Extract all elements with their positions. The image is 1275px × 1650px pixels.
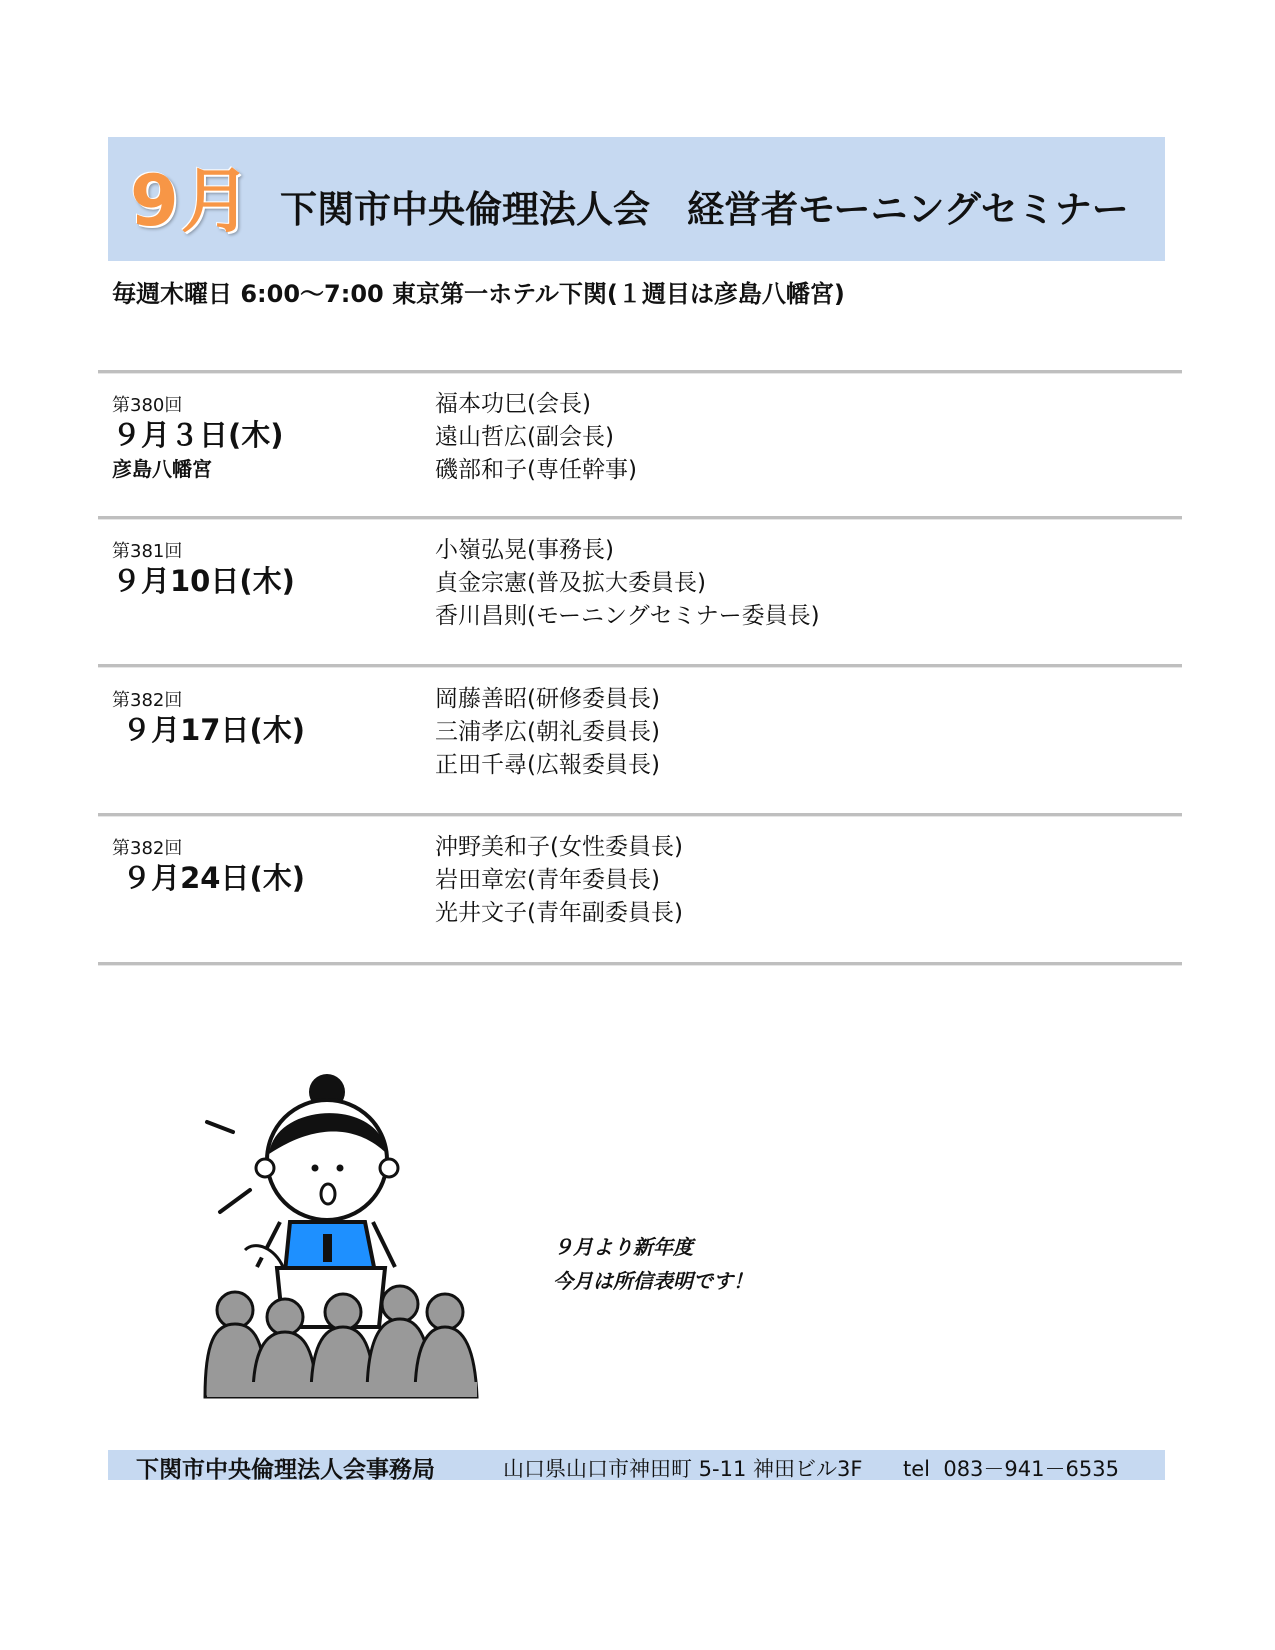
note-text [553,1230,753,1298]
speaker: 貞金宗憲(普及拡大委員長) [435,570,706,596]
speaker: 沖野美和子(女性委員長) [435,834,683,860]
speaker: 正田千尋(広報委員長) [435,752,660,778]
footer-tel: tel 083－941－6535 [903,1457,1119,1481]
session-date: ９月３日(木) [112,418,284,452]
footer-bar [108,1450,1165,1483]
session-number: 第382回 [112,838,183,859]
divider [98,370,1182,374]
speaker: 光井文子(青年副委員長) [435,900,683,926]
speaker-list [435,831,683,930]
month-label: 9月 [130,160,253,242]
speaker: 磯部和子(専任幹事) [435,457,637,483]
page-title: 下関市中央倫理法人会 経営者モーニングセミナー [280,188,1129,231]
speaker-list [435,388,637,487]
note-line: 今月は所信表明です！ [553,1269,753,1293]
session-venue: 彦島八幡宮 [112,457,212,481]
divider [98,664,1182,668]
note-line: ９月より新年度 [553,1235,693,1259]
speaker-list [435,534,820,633]
speaker-list [435,683,660,782]
speaker: 福本功巳(会長) [435,391,591,417]
speaker: 岡藤善昭(研修委員長) [435,686,660,712]
session-date: ９月10日(木) [112,564,295,598]
header-banner [108,137,1165,261]
session-number: 第380回 [112,395,183,416]
divider [98,962,1182,966]
speaker: 岩田章宏(青年委員長) [435,867,660,893]
footer-address: 山口県山口市神田町 5-11 神田ビル3F [503,1457,863,1481]
schedule-line: 毎週木曜日 6:00～7:00 東京第一ホテル下関(１週目は彦島八幡宮) [112,280,845,308]
session-number: 第382回 [112,690,183,711]
session-date: ９月17日(木) [112,713,305,747]
speaker: 三浦孝広(朝礼委員長) [435,719,660,745]
session-date: ９月24日(木) [112,861,305,895]
speaker: 遠山哲広(副会長) [435,424,614,450]
session-number: 第381回 [112,541,183,562]
footer-org: 下関市中央倫理法人会事務局 [136,1457,435,1483]
divider [98,516,1182,520]
speaker: 香川昌則(モーニングセミナー委員長) [435,603,820,629]
divider [98,813,1182,817]
speaker: 小嶺弘晃(事務長) [435,537,614,563]
speaker-illustration [195,1062,485,1407]
